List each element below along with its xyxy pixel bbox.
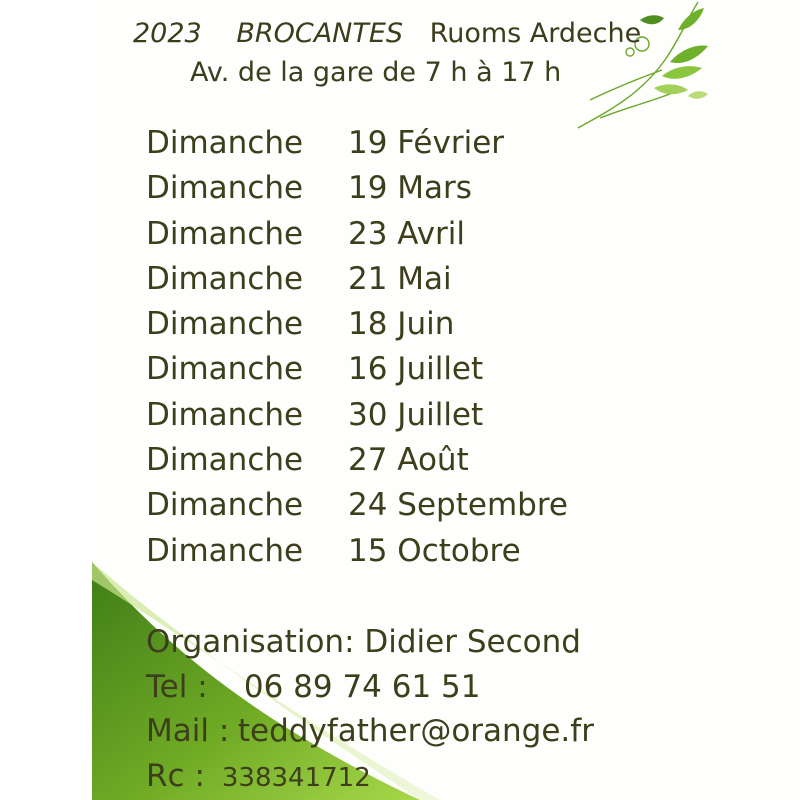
phone-label: Tel : (146, 668, 208, 705)
phone-number: 06 89 74 61 51 (243, 668, 481, 705)
date-row (146, 121, 568, 166)
date-value: 30 Juillet (348, 396, 484, 433)
date-day: Dimanche (146, 442, 304, 479)
date-value: 21 Mai (348, 260, 452, 297)
date-day: Dimanche (146, 351, 304, 388)
date-day: Dimanche (146, 170, 304, 207)
rc-label: Rc : (146, 757, 205, 794)
date-value: 15 Octobre (348, 532, 521, 569)
organisation-label: Organisation: (146, 624, 355, 660)
date-row (146, 483, 568, 528)
event-title: BROCANTES (236, 18, 404, 49)
date-list (146, 121, 568, 574)
date-row (146, 257, 568, 302)
contact-block (146, 620, 594, 798)
date-day: Dimanche (146, 260, 304, 297)
date-value: 24 Septembre (348, 487, 568, 524)
date-row (146, 393, 568, 438)
header-subtitle: Av. de la gare de 7 h à 17 h (190, 57, 562, 88)
date-row (146, 302, 568, 347)
date-value: 18 Juin (348, 306, 455, 343)
location: Ruoms Ardeche (429, 18, 642, 49)
organisation-line (146, 620, 594, 665)
header-title-line (133, 18, 641, 49)
date-row (146, 438, 568, 483)
date-day: Dimanche (146, 532, 304, 569)
date-value: 19 Février (348, 125, 505, 161)
year: 2023 (133, 18, 202, 49)
email-label: Mail : (146, 713, 230, 749)
date-day: Dimanche (146, 125, 304, 161)
date-value: 23 Avril (348, 215, 466, 252)
phone-line (146, 665, 594, 710)
email-address: teddyfather@orange.fr (237, 713, 594, 749)
date-day: Dimanche (146, 306, 304, 343)
rc-line (146, 754, 594, 799)
date-value: 16 Juillet (348, 351, 484, 388)
date-day: Dimanche (146, 487, 304, 524)
date-row (146, 347, 568, 392)
date-value: 27 Août (348, 442, 469, 479)
date-value: 19 Mars (348, 170, 472, 207)
rc-number: 338341712 (221, 762, 371, 793)
date-row (146, 212, 568, 257)
date-row (146, 529, 568, 574)
date-day: Dimanche (146, 215, 304, 252)
email-line (146, 709, 594, 754)
date-day: Dimanche (146, 396, 304, 433)
organisation-name: Didier Second (364, 624, 581, 660)
date-row (146, 166, 568, 211)
